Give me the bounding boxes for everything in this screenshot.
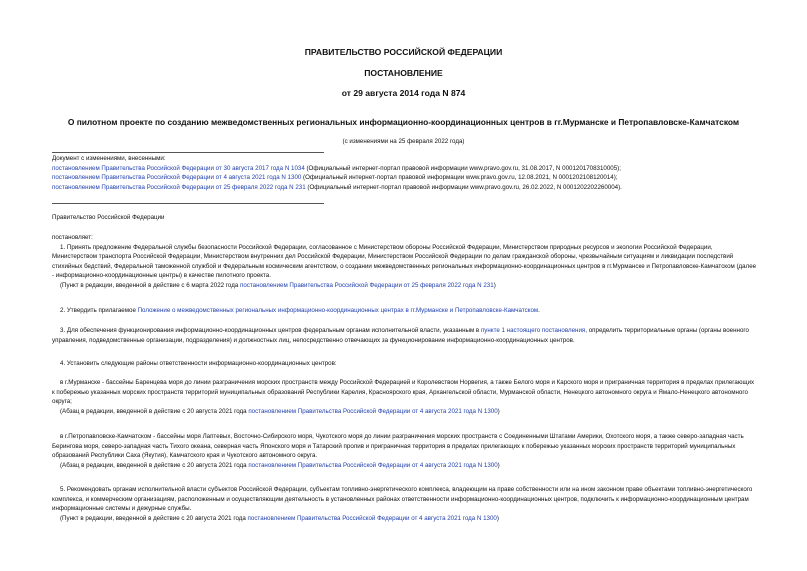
resolves-text: постановляет: <box>52 234 93 241</box>
paragraph-2: 2. Утвердить прилагаемое Положение о межведомственных региональных информационно-координационных центрах в гг.Мурманске и Петропавловске-Камчатском. <box>60 307 540 314</box>
divider-bottom <box>52 203 324 204</box>
paragraph-4: 4. Установить следующие районы ответственности информационно-координационных центров: <box>60 360 337 367</box>
government-heading: ПРАВИТЕЛЬСТВО РОССИЙСКОЙ ФЕДЕРАЦИИ <box>304 47 503 57</box>
divider-top <box>52 152 324 153</box>
change-item: постановлением Правительства Российской Федерации от 30 августа 2017 года N 1034 (Официальный интернет-портал правовой информации www.pravo.gov.ru, 31.08.2017, N 0001201708310005); <box>52 164 621 172</box>
document-date: от 29 августа 2014 года N 874 <box>341 88 466 98</box>
change-item: постановлением Правительства Российской Федерации от 4 августа 2021 года N 1300 (Официальный интернет-портал правовой информации www.pravo.gov.ru, 12.08.2021, N 0001202108120014); <box>52 174 618 182</box>
paragraph-3: 3. Для обеспечения функционирования информационно-координационных центров федеральным органам исполнительной власти, указанным в пункте 1 настоящего постановления, определить территориальные органы (органы военного управления, подведомственные организации, подразделения) и должностных лиц, непосредственно отвечающих за функционирование информационно-координационных центров. <box>52 327 749 344</box>
paragraph-1: 1. Принять предложение Федеральной службы безопасности Российской Федерации, согласованное с Министерством обороны Российской Федерации, Министерством природных ресурсов и экологии Российской Федерации, Министерством транспорта Российской Федерации, Министерством внутренних дел Российской Федерации, Министерством Российской Федерации по делам гражданской обороны, чрезвычайным ситуациям и ликвидации последствий стихийных бедствий, Федеральной таможенной службой и Федеральным космическим агентством, о создании межведомственных региональных информационно-координационных центров в гг.Мурманске и Петропавловске-Камчатском (далее - информационно-координационные центры) в качестве пилотного проекта. <box>52 243 757 280</box>
document-title: О пилотном проекте по созданию межведомственных региональных информационно-координационных центров в гг.Мурманске и Петропавловске-Камчатском <box>67 117 740 127</box>
paragraph-4b-note: (Абзац в редакции, введенной в действие с 20 августа 2021 года постановлением Правительства Российской Федерации от 4 августа 2021 года N 1300) <box>60 461 500 469</box>
note-link-1300-c[interactable]: постановлением Правительства Российской Федерации от 4 августа 2021 года N 1300 <box>247 514 497 522</box>
change-link-1034[interactable]: постановлением Правительства Российской Федерации от 30 августа 2017 года N 1034 <box>52 164 305 172</box>
paragraph-4a: в г.Мурманске - бассейны Баренцева моря до линии разграничения морских пространств между Российской Федерацией и Королевством Норвегия, а также Белого моря и Карского моря и приграничная территория в пределах прилегающих к побережью указанных морских пространств территорий муниципальных образований Республики Карелия, Красноярского края, Архангельской области, Мурманской области, Ненецкого автономного округа и Ямало-Ненецкого автономного округа; (Абзац в редакции, введенной в действие с 20 августа 2021 года постановлением Правительства Российской Федерации от 4 августа 2021 года N 1300) <box>52 378 757 416</box>
paragraph-5-note: (Пункт в редакции, введенной в действие с 20 августа 2021 года постановлением Правительства Российской Федерации от 4 августа 2021 года N 1300) <box>60 514 499 522</box>
changes-intro: Документ с изменениями, внесенными: <box>52 155 166 162</box>
document-type: ПОСТАНОВЛЕНИЕ <box>364 68 443 78</box>
revision-note: (с изменениями на 25 февраля 2022 года) <box>342 138 465 145</box>
change-item: постановлением Правительства Российской Федерации от 25 февраля 2022 года N 231 (Официальный интернет-портал правовой информации www.pravo.gov.ru, 26.02.2022, N 0001202202260004). <box>52 183 622 191</box>
paragraph-4a-note: (Абзац в редакции, введенной в действие с 20 августа 2021 года постановлением Правительства Российской Федерации от 4 августа 2021 года N 1300) <box>60 407 500 415</box>
authority-text: Правительство Российской Федерации <box>52 214 165 221</box>
paragraph-5: 5. Рекомендовать органам исполнительной власти субъектов Российской Федерации, субъектам топливно-энергетического комплекса, владеющим на праве собственности или на ином законном праве объектами топливно-энергетического комплекса, и коммерческим организациям, расположенным и осуществляющим деятельность в установленных районах ответственности информационно-координационных центров, подключить к информационно-координационным центрам информационные системы и дежурные службы. (Пункт в редакции, введенной в действие с 20 августа 2021 года постановлением Правительства Российской Федерации от 4 августа 2021 года N 1300) <box>52 485 757 523</box>
note-link-1300-a[interactable]: постановлением Правительства Российской Федерации от 4 августа 2021 года N 1300 <box>248 407 498 415</box>
resolution-body <box>52 233 757 291</box>
change-link-231[interactable]: постановлением Правительства Российской Федерации от 25 февраля 2022 года N 231 <box>52 183 306 191</box>
changes-list <box>52 154 757 192</box>
note-link-231[interactable]: постановлением Правительства Российской Федерации от 25 февраля 2022 года N 231 <box>240 281 494 289</box>
change-link-1300[interactable]: постановлением Правительства Российской Федерации от 4 августа 2021 года N 1300 <box>52 174 302 182</box>
regulation-link[interactable]: Положение о межведомственных региональных информационно-координационных центрах в гг.Мурманске и Петропавловске-Камчатском <box>137 307 539 314</box>
paragraph-4b: в г.Петропавловске-Камчатском - бассейны моря Лаптевых, Восточно-Сибирского моря, Чукотского моря до линии разграничения морских пространств с Соединенными Штатами Америки, Охотского моря, а также северо-западная часть Берингова моря, северо-западная часть Тихого океана, северная часть Японского моря и Татарский пролив и приграничная территория в пределах прилегающих к побережью указанных морских пространств территорий муниципальных образований Республики Саха (Якутия), Камчатского края и Чукотского автономного округа. (Абзац в редакции, введенной в действие с 20 августа 2021 года постановлением Правительства Российской Федерации от 4 августа 2021 года N 1300) <box>52 432 757 470</box>
paragraph-1-note: (Пункт в редакции, введенной в действие с 6 марта 2022 года постановлением Правительства Российской Федерации от 25 февраля 2022 года N 231) <box>60 281 496 289</box>
clause-1-link[interactable]: пункте 1 настоящего постановления <box>480 327 586 334</box>
note-link-1300-b[interactable]: постановлением Правительства Российской Федерации от 4 августа 2021 года N 1300 <box>248 461 498 469</box>
